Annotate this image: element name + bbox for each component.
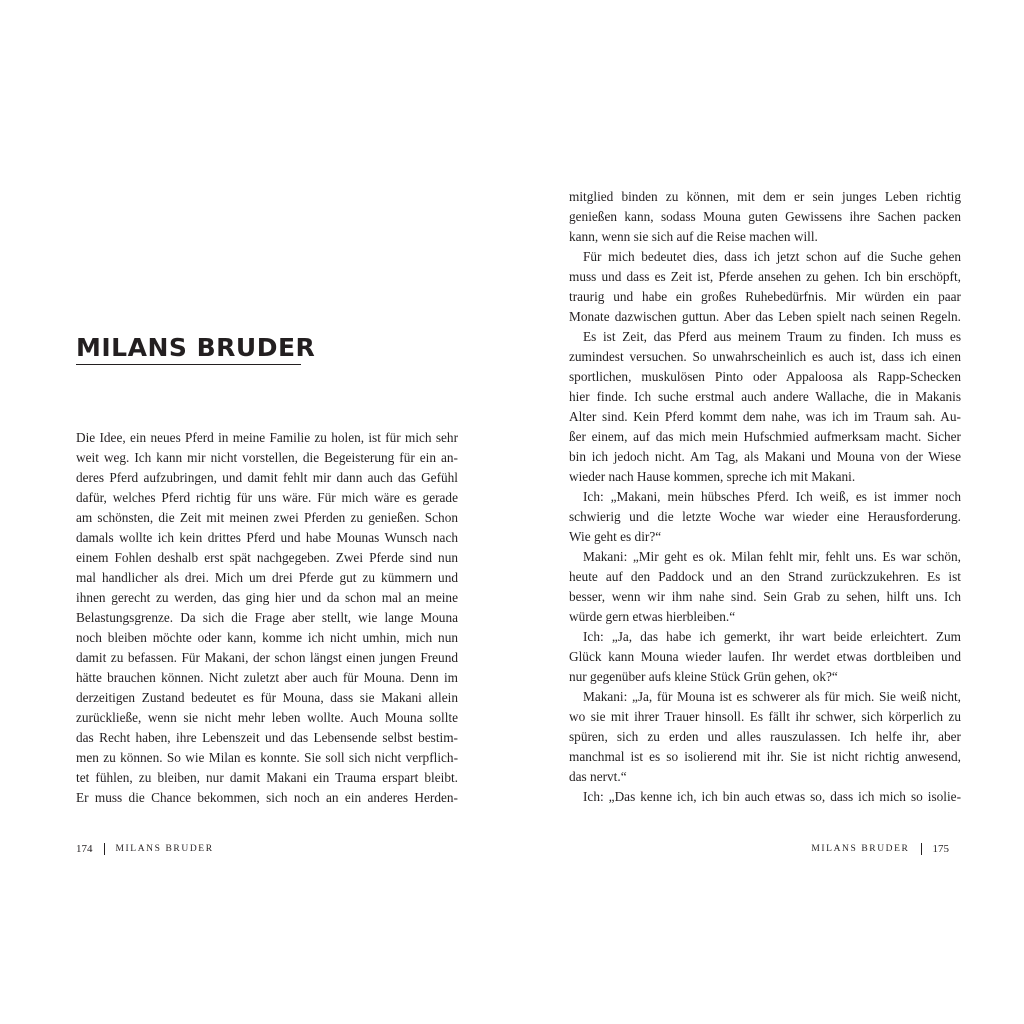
text-line: Die Idee, ein neues Pferd in meine Familie zu holen, ist für mich sehr [76, 430, 458, 445]
text-line: tet fühlen, zu bleiben, nur damit Makani ein Trauma erspart bleibt. [76, 770, 458, 785]
title-underline [76, 364, 301, 365]
text-line: spüren, sich zu erden und alles rauszulassen. Ich helfe ihr, aber [569, 729, 961, 744]
text-line: Makani: „Ja, für Mouna ist es schwerer als für mich. Sie weiß nicht, [583, 689, 961, 704]
left-page-footer [76, 842, 214, 856]
text-line: Monate dazwischen guttun. Aber das Leben spielt nach seinen Regeln. [569, 309, 961, 324]
text-line: Glück kann Mouna wieder laufen. Ihr werdet etwas dortbleiben und [569, 649, 961, 664]
right-page-footer [811, 842, 949, 856]
text-line: Ich: „Das kenne ich, ich bin auch etwas so, dass ich mich so isolie- [583, 789, 961, 804]
text-line: muss und dass es Zeit ist, Pferde ansehen zu gehen. Ich bin erschöpft, [569, 269, 961, 284]
text-line: schwierig und die letzte Woche war wieder eine Herausforderung. [569, 509, 961, 524]
text-line: weit weg. Ich kann mir nicht vorstellen, die Begeisterung für ein an- [76, 450, 458, 465]
text-line: Es ist Zeit, das Pferd aus meinem Traum zu finden. Ich muss es [583, 329, 961, 344]
running-head: MILANS BRUDER [115, 844, 214, 854]
running-head: MILANS BRUDER [811, 844, 910, 854]
text-line: zumindest versuchen. So unwahrscheinlich es auch ist, dass ich einen [569, 349, 961, 364]
text-line: heute auf den Paddock und an den Strand zurückzukehren. Es ist [569, 569, 961, 584]
text-line: damit zu befassen. Für Makani, der schon längst einen jungen Freund [76, 650, 458, 665]
footer-separator [921, 843, 922, 855]
text-line: damals wollte ich kein drittes Pferd und habe Mounas Wunsch nach [76, 530, 458, 545]
text-line: besser, wenn wir ihm nahe sind. Sein Grab zu sehen, hilft uns. Ich [569, 589, 961, 604]
text-line: Belastungsgrenze. Da sich die Frage aber stellt, wie lange Mouna [76, 610, 458, 625]
text-line: manchmal ist es so isolierend mit ihr. Sie ist nicht richtig anwesend, [569, 749, 961, 764]
text-line: Wie geht es dir?“ [569, 529, 662, 544]
text-line: Für mich bedeutet dies, dass ich jetzt schon auf die Suche gehen [583, 249, 961, 264]
text-line: derzeitigen Zustand bedeutet es für Mouna, dass sie Makani allein [76, 690, 458, 705]
text-line: noch bleiben möchte oder kann, komme ich nicht umhin, mich nun [76, 630, 458, 645]
text-line: sportlichen, muskulösen Pinto oder Appaloosa als Rapp-Schecken [569, 369, 961, 384]
footer-separator [104, 843, 105, 855]
page-number: 174 [76, 843, 93, 855]
text-line: einem Fohlen deshalb erst spät nachgegeben. Zwei Pferde sind nun [76, 550, 458, 565]
left-body-text [76, 428, 458, 808]
text-line: mitglied binden zu können, mit dem er sein junges Leben richtig [569, 189, 961, 204]
text-line: ßer einem, auf das mich mein Hufschmied aufmerksam macht. Sicher [569, 429, 961, 444]
text-line: am schönsten, die Zeit mit meinen zwei Pferden zu genießen. Schon [76, 510, 458, 525]
text-line: Er muss die Chance bekommen, sich noch an ein anderes Herden- [76, 790, 458, 805]
text-line: hier finde. Ich suche erstmal auch andere Wallache, die in Makanis [569, 389, 961, 404]
text-line: men zu können. So wie Milan es konnte. Sie soll sich nicht verpflich- [76, 750, 458, 765]
right-page [512, 0, 1024, 1024]
page-number: 175 [932, 843, 949, 855]
chapter-title: MILANS BRUDER [76, 333, 316, 362]
right-body-text [569, 187, 961, 807]
text-line: Makani: „Mir geht es ok. Milan fehlt mir, fehlt uns. Es war schön, [583, 549, 961, 564]
text-line: deres Pferd aufzubringen, und damit fehlt mir dann auch das Gefühl [76, 470, 458, 485]
text-line: wo sie mit ihrer Trauer hinsoll. Es fällt ihr schwer, sich körperlich zu [569, 709, 961, 724]
text-line: das nervt.“ [569, 769, 627, 784]
text-line: hätte brauchen können. Nicht zuletzt aber auch für Mouna. Denn im [76, 670, 458, 685]
text-line: das Recht haben, ihre Lebenszeit und das Lebensende selbst bestim- [76, 730, 458, 745]
text-line: bin ich jedoch nicht. Am Tag, als Makani und Mouna von der Wiese [569, 449, 961, 464]
text-line: Ich: „Ja, das habe ich gemerkt, ihr wart beide erleichtert. Zum [583, 629, 961, 644]
text-line: dafür, welches Pferd richtig für uns wäre. Für mich wäre es gerade [76, 490, 458, 505]
text-line: nur gegenüber aufs kleine Stück Grün gehen, ok?“ [569, 669, 838, 684]
text-line: kann, wenn sie sich auf die Reise machen will. [569, 229, 818, 244]
text-line: zurückließe, wenn sie nicht mehr leben wollte. Auch Mouna sollte [76, 710, 458, 725]
text-line: Alter sind. Kein Pferd kommt dem nahe, was ich im Traum sah. Au- [569, 409, 961, 424]
text-line: genießen kann, sodass Mouna guten Gewissens ihre Sachen packen [569, 209, 961, 224]
text-line: mal handlicher als drei. Mich um drei Pferde gut zu kümmern und [76, 570, 458, 585]
text-line: Ich: „Makani, mein hübsches Pferd. Ich weiß, es ist immer noch [583, 489, 961, 504]
text-line: wieder nach Hause kommen, spreche ich mit Makani. [569, 469, 856, 484]
text-line: ihnen gerecht zu werden, das ging hier und da schon mal an meine [76, 590, 458, 605]
text-line: würde gern etwas hierbleiben.“ [569, 609, 736, 624]
text-line: traurig und habe ein großes Ruhebedürfnis. Mir würden ein paar [569, 289, 961, 304]
